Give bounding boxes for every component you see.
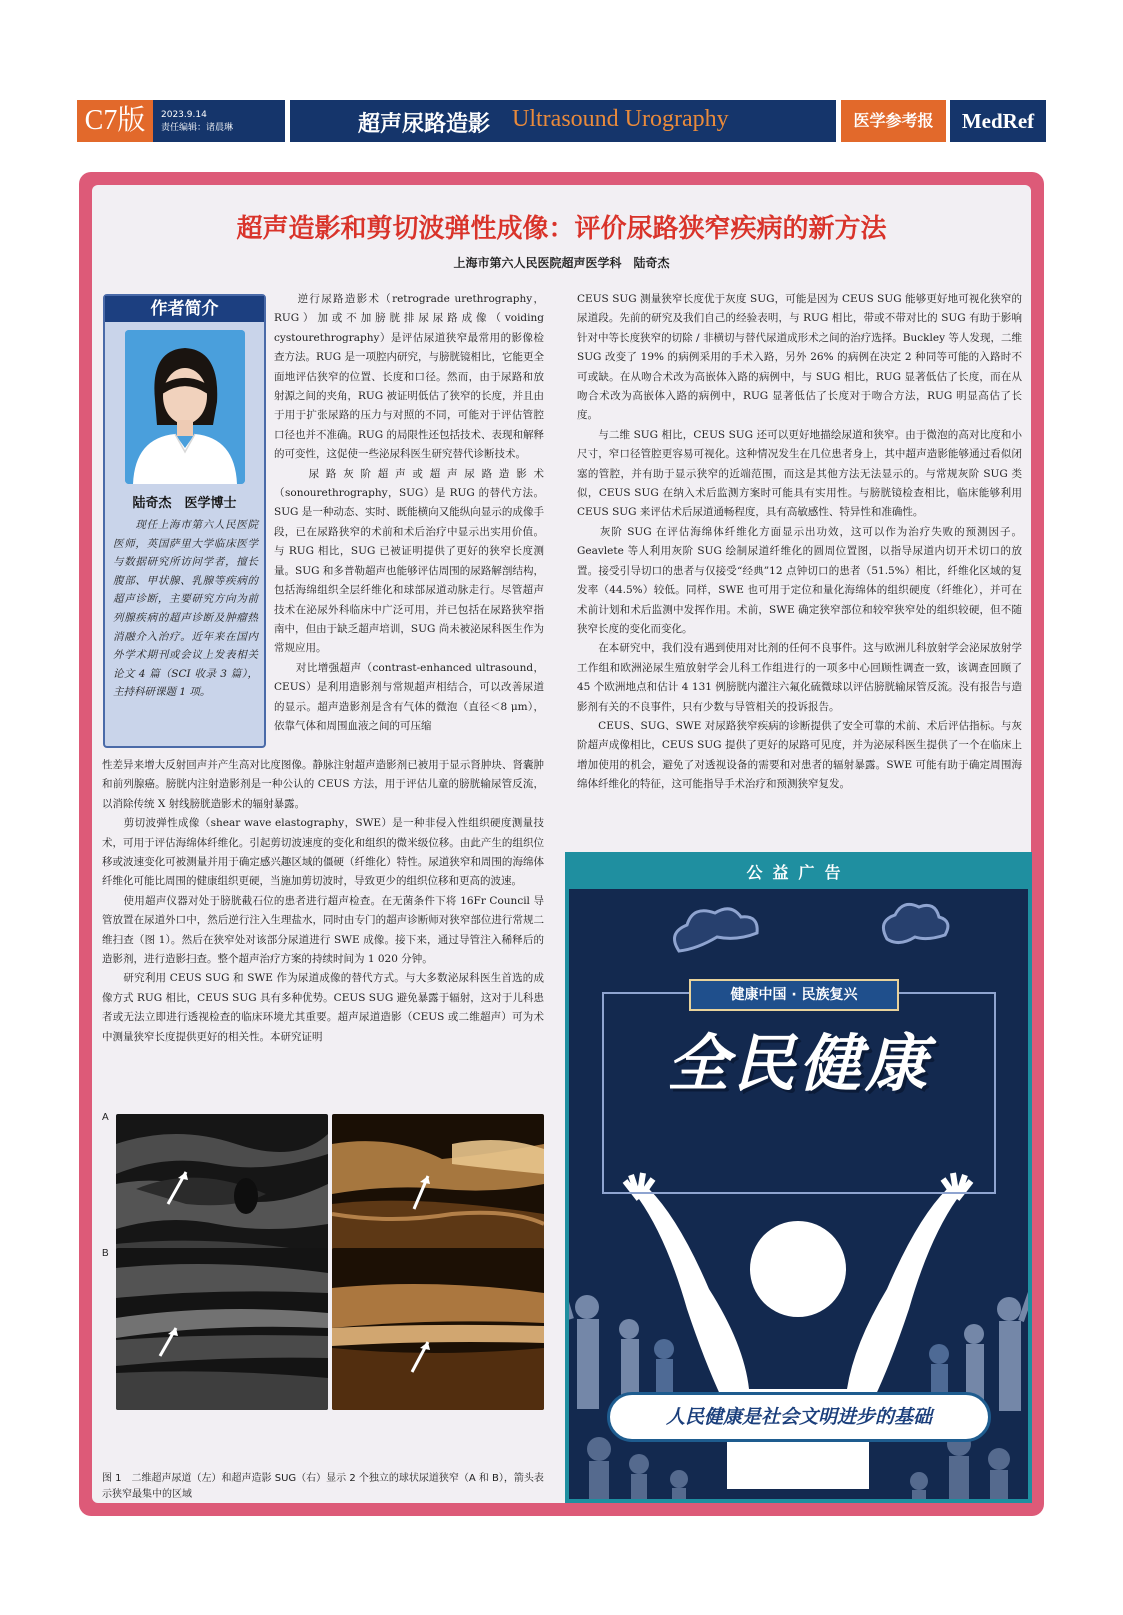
issue-date: 2023.9.14 (161, 110, 207, 120)
section-title-zh: 超声尿路造影 (358, 111, 491, 137)
section-banner (290, 100, 836, 142)
ad-headline: 全民健康 (666, 1027, 931, 1100)
figure-label-b: B (102, 1248, 109, 1259)
ad-credit: 制作单位：医学参考报 (764, 1457, 834, 1465)
author-bio: 现任上海市第六人民医院医师，英国萨里大学临床医学与数据研究所访问学者，擅长腹部、甲状腺、乳腺等疾病的超声诊断，主要研究方向为前列腺疾病的超声诊断及肿瘤热消融介入治疗。近年来在国内外学术期刊或会议上发表相关论文 4 篇（SCI 收录 3 篇），主持科研课题 1 项。 (113, 519, 258, 699)
article-column-right: CEUS SUG 测量狭窄长度优于灰度 SUG，可能是因为 CEUS SUG 能够更好地可视化狭窄的尿道段。先前的研究及我们自己的经验表明，与 RUG 相比，带或不带对比的 SUG 有助于影响针对中等长度狭窄的切除 / 非横切与替代尿道成形术之间的治疗选择。Buckley 等人发现，二维 SUG 改变了 19% 的病例采用的手术入路，另外 26% 的病例在决定 2 种同等可能的入路时不可或缺。在从吻合术改为高嵌体入路的病例中，与 SUG 相比，RUG 显著低估了长度，而在从吻合术改为高嵌体入路的病例中，RUG 显著低估了长度对于吻合方法，RUG 明显高估了长度。 与二维 SUG 相比，CEUS SUG 还可以更好地描绘尿道和狭窄。由于微泡的高对比度和小尺寸，窄口径管腔更容易可视化。这种情况发生在几位患者身上，其中超声造影能够通过看似闭塞的管腔，并有助于显示狭窄的近端范围，而这是其他方法无法显示的。与常规灰阶 SUG 类似，CEUS SUG 在纳入术后监测方案时可能具有实用性。与膀胱镜检查相比，临床能够利用 CEUS SUG 来评估术后尿道通畅程度，具有高敏感性、特异性和准确性。 灰阶 SUG 在评估海绵体纤维化方面显示出功效，这可以作为治疗失败的预测因子。Geavlete 等人利用灰阶 SUG 绘制尿道纤维化的圆周位置图，以指导尿道内切开术切口的放置。接受引导切口的患者与仅接受“经典”12 点钟切口的患者（51.5%）相比，纤维化区域的复发率（44.5%）较低。同样，SWE 也可用于定位和量化海绵体的组织硬度（纤维化），并可在术前计划和术后监测中发挥作用。术前，SWE 确定狭窄部位和较窄狭窄处的组织较硬，但不随狭窄长度的变化而变化。 在本研究中，我们没有遇到使用对比剂的任何不良事件。这与欧洲儿科放射学会泌尿放射学工作组和欧洲泌尿生殖放射学会儿科工作组进行的一项多中心回顾性调查一致，该调查回顾了 45 个欧洲地点和估计 4 131 例膀胱内灌注六氟化硫微球以评估膀胱输尿管反流。没有报告与造影剂有关的不良事件，只有少数与导管相关的投诉报告。 CEUS、SUG、SWE 对尿路狭窄疾病的诊断提供了安全可靠的术前、术后评估指标。与灰阶超声成像相比，CEUS SUG 提供了更好的尿路可见度，并为泌尿科医生提供了一个在临床上增加使用的机会，避免了对透视设备的需要和对患者的辐射暴露。SWE 可能有助于确定周围海绵体纤维化的特征，这可能指导手术治疗和预测狭窄复发。 (577, 293, 1022, 791)
figure-label-a: A (102, 1112, 109, 1123)
brand-name: 医学参考报 (841, 100, 946, 142)
article-title: 超声造影和剪切波弹性成像：评价尿路狭窄疾病的新方法 (236, 214, 887, 244)
author-box-heading: 作者简介 (105, 296, 264, 322)
ad-heading: 公益广告 (569, 856, 1028, 889)
ultrasound-image-b-grayscale (116, 1248, 328, 1410)
issue-editor: 责任编辑：诸晨琳 (161, 123, 234, 133)
public-service-ad (565, 852, 1032, 1503)
section-title-en: Ultrasound Urography (512, 106, 729, 132)
article-byline: 上海市第六人民医院超声医学科 陆奇杰 (453, 256, 670, 270)
ad-slogan: 人民健康是社会文明进步的基础 (607, 1392, 991, 1442)
ad-banner: 健康中国 · 民族复兴 (689, 979, 899, 1011)
author-name: 陆奇杰 医学博士 (132, 496, 237, 511)
edition-badge: C7版 (77, 100, 153, 142)
issue-meta (153, 100, 285, 142)
brand-logo: MedRef (950, 100, 1046, 142)
figure-1 (102, 1112, 547, 1492)
author-photo (125, 330, 245, 484)
ultrasound-image-b-contrast (332, 1248, 544, 1410)
article-column-left-continued: 性差异来增大反射回声并产生高对比度图像。静脉注射超声造影剂已被用于显示肾肿块、肾囊肿和前列腺癌。膀胱内注射造影剂是一种公认的 CEUS 方法，用于评估儿童的膀胱输尿管反流，以消除传统 X 射线膀胱造影术的辐射暴露。 剪切波弹性成像（shear wave elastography，SWE）是一种非侵入性组织硬度测量技术，可用于评估海绵体纤维化。引起剪切波速度的变化和组织的微米级位移。由此产生的组织位移或波速变化可被测量并用于确定感兴趣区域的僵硬（纤维化）特性。尿道狭窄和周围的海绵体纤维化可能比周围的健康组织更硬，当施加剪切波时，导致更少的组织位移和更高的波速。 使用超声仪器对处于膀胱截石位的患者进行超声检查。在无菌条件下将 16Fr Council 导管放置在尿道外口中，然后逆行注入生理盐水，同时由专门的超声诊断师对狭窄部位进行常规二维扫查（图 1）。然后在狭窄处对该部分尿道进行 SWE 成像。接下来，通过导管注入稀释后的造影剂，进行造影扫查。整个超声治疗方案的持续时间为 1 020 分钟。 研究利用 CEUS SUG 和 SWE 作为尿道成像的替代方式。与大多数泌尿科医生首选的成像方式 RUG 相比，CEUS SUG 具有多种优势。CEUS SUG 避免暴露于辐射，这对于儿科患者或无法立即进行透视检查的临床环境尤其重要。超声尿道造影（CEUS 或二维超声）可为术中测量狭窄长度提供更好的相关性。本研究证明 (102, 759, 544, 1043)
article-column-left: 逆行尿路造影术（retrograde urethrography，RUG）加或不加膀胱排尿尿路成像（voiding cystourethrography）是评估尿道狭窄最常用的影像检查方法。RUG 是一项腔内研究，与膀胱镜相比，它能更全面地评估狭窄的位置、长度和口径。然而，由于尿路和放射源之间的夹角，RUG 被证明低估了狭窄的长度，并且由于用于扩张尿路的压力与对照的不同，可能对于评估管腔口径也并不准确。RUG 的局限性还包括技术、表现和解释的可变性，这促使一些泌尿科医生研究替代诊断技术。 尿路灰阶超声或超声尿路造影术（sonourethrography，SUG）是 RUG 的替代方法。SUG 是一种动态、实时、既能横向又能纵向显示的成像手段，已在尿路狭窄的术前和术后治疗中显示出实用价值。与 RUG 相比，SUG 已被证明提供了更好的狭窄长度测量。SUG 和多普勒超声也能够评估周围的尿路解剖结构，包括海绵组织全层纤维化和球部尿道动脉走行。尽管超声技术在泌尿外科临床中广泛可用，并已包括在尿路狭窄指南中，但由于缺乏超声培训，SUG 尚未被泌尿科医生作为常规应用。 对比增强超声（contrast-enhanced ultrasound，CEUS）是利用造影剂与常规超声相结合，可以改善尿道的显示。超声造影剂是含有气体的微泡（直径＜8 μm），依靠气体和周围血液之间的可压缩 (274, 293, 544, 732)
page-header (77, 100, 1046, 142)
author-profile-box (103, 294, 266, 748)
figure-caption: 图 1 二维超声尿道（左）和超声造影 SUG（右）显示 2 个独立的球状尿道狭窄（A 和 B），箭头表示狭窄最集中的区域 (102, 1473, 544, 1500)
